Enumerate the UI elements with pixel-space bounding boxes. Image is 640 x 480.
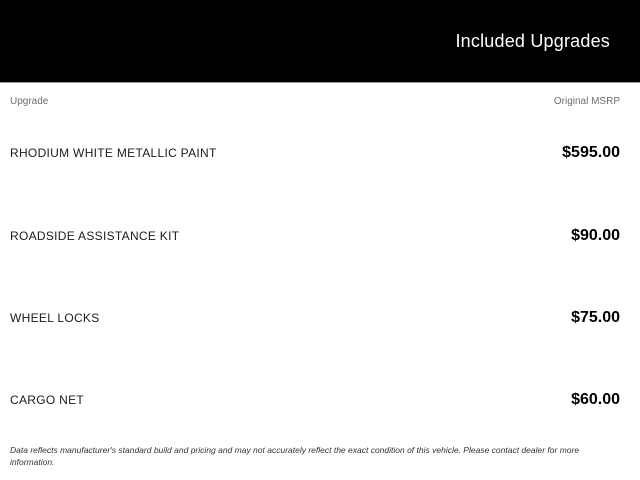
upgrade-name: ROADSIDE ASSISTANCE KIT: [10, 229, 180, 243]
msrp-value: $595.00: [562, 144, 620, 161]
msrp-value: $90.00: [571, 227, 620, 244]
column-header-upgrade: Upgrade: [10, 96, 49, 107]
upgrade-name: CARGO NET: [10, 393, 85, 407]
upgrade-name: RHODIUM WHITE METALLIC PAINT: [10, 146, 217, 160]
table-row: [10, 144, 620, 162]
msrp-value: $60.00: [571, 391, 620, 408]
table-row: [10, 309, 620, 327]
msrp-value: $75.00: [571, 309, 620, 326]
table-row: [10, 227, 620, 245]
table-row: [10, 391, 620, 409]
disclaimer-text: Data reflects manufacturer's standard build and pricing and may not accurately reflect the exact condition of this vehicle. Please contact dealer for more information.: [10, 445, 580, 467]
page-title: Included Upgrades: [455, 30, 610, 51]
header-bar: [0, 0, 640, 83]
column-header-msrp: Original MSRP: [553, 96, 620, 107]
upgrade-name: WHEEL LOCKS: [10, 311, 100, 325]
table-column-headers: [10, 96, 620, 107]
